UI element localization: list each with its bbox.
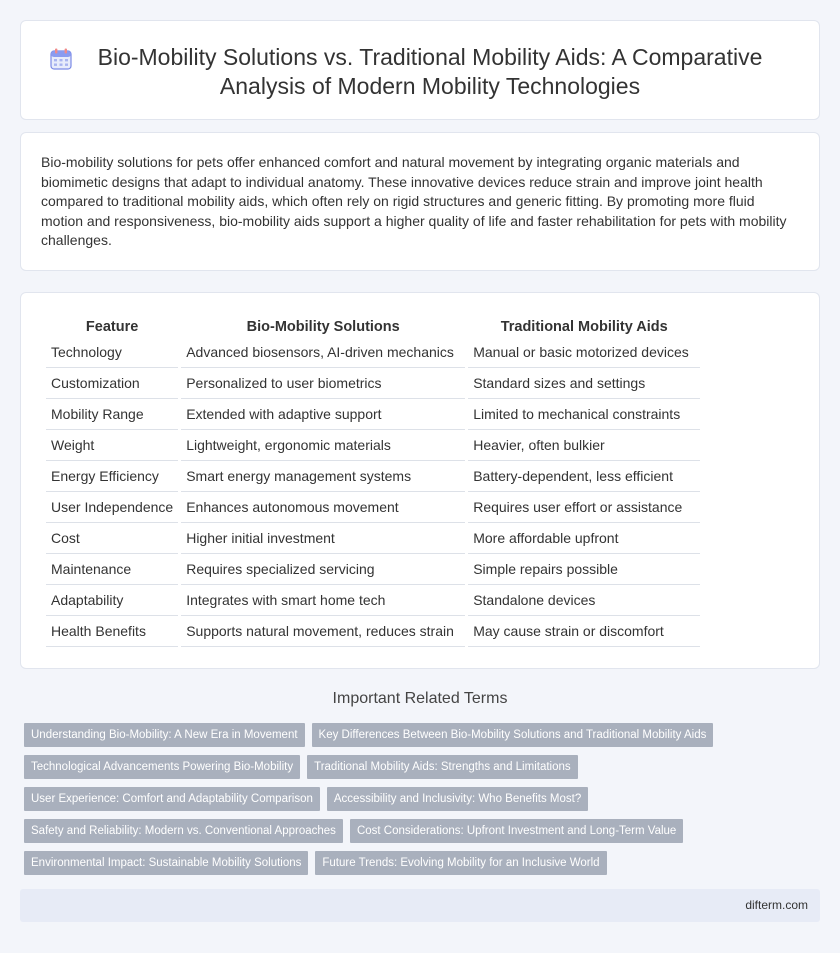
related-term-link[interactable]: Technological Advancements Powering Bio-Mobility	[24, 755, 300, 779]
related-term-link[interactable]: Traditional Mobility Aids: Strengths and Limitations	[307, 755, 578, 779]
footer	[20, 889, 820, 922]
feature-cell: Health Benefits	[46, 616, 178, 647]
table-row	[46, 430, 700, 461]
table-row	[46, 492, 700, 523]
related-term-link[interactable]: Safety and Reliability: Modern vs. Conventional Approaches	[24, 819, 343, 843]
feature-cell: Technology	[46, 337, 178, 368]
bio-cell: Supports natural movement, reduces strain	[181, 616, 465, 647]
header-feature: Feature	[85, 318, 139, 335]
header-traditional: Traditional Mobility Aids	[500, 318, 668, 335]
traditional-cell: Requires user effort or assistance	[468, 492, 700, 523]
footer-site-link[interactable]: difterm.com	[745, 898, 808, 912]
traditional-cell: Limited to mechanical constraints	[468, 399, 700, 430]
traditional-cell: Manual or basic motorized devices	[468, 337, 700, 368]
traditional-cell: More affordable upfront	[468, 523, 700, 554]
feature-cell: Mobility Range	[46, 399, 178, 430]
traditional-cell: Battery-dependent, less efficient	[468, 461, 700, 492]
bio-cell: Personalized to user biometrics	[181, 368, 465, 399]
feature-cell: Maintenance	[46, 554, 178, 585]
feature-cell: Energy Efficiency	[46, 461, 178, 492]
table-header-row	[46, 315, 700, 337]
related-term-link[interactable]: Future Trends: Evolving Mobility for an Inclusive World	[315, 851, 606, 875]
table-row	[46, 523, 700, 554]
bio-cell: Smart energy management systems	[181, 461, 465, 492]
bio-cell: Lightweight, ergonomic materials	[181, 430, 465, 461]
bio-cell: Enhances autonomous movement	[181, 492, 465, 523]
related-term-link[interactable]: Key Differences Between Bio-Mobility Solutions and Traditional Mobility Aids	[312, 723, 714, 747]
bio-cell: Higher initial investment	[181, 523, 465, 554]
related-term-link[interactable]: Understanding Bio-Mobility: A New Era in Movement	[24, 723, 305, 747]
summary-card	[20, 132, 820, 271]
bio-cell: Extended with adaptive support	[181, 399, 465, 430]
related-term-link[interactable]: Accessibility and Inclusivity: Who Benefits Most?	[327, 787, 588, 811]
table-row	[46, 554, 700, 585]
page-title: Bio-Mobility Solutions vs. Traditional Mobility Aids: A Comparative Analysis of Modern Mobility Technologies	[97, 44, 763, 99]
traditional-cell: Standalone devices	[468, 585, 700, 616]
related-terms-list	[24, 723, 804, 883]
related-terms-title: Important Related Terms	[332, 690, 508, 707]
traditional-cell: Simple repairs possible	[468, 554, 700, 585]
comparison-table	[43, 315, 703, 647]
table-row	[46, 616, 700, 647]
bio-cell: Requires specialized servicing	[181, 554, 465, 585]
feature-cell: User Independence	[46, 492, 178, 523]
traditional-cell: Heavier, often bulkier	[468, 430, 700, 461]
table-row	[46, 585, 700, 616]
related-term-link[interactable]: Cost Considerations: Upfront Investment and Long-Term Value	[350, 819, 683, 843]
feature-cell: Weight	[46, 430, 178, 461]
traditional-cell: Standard sizes and settings	[468, 368, 700, 399]
related-term-link[interactable]: User Experience: Comfort and Adaptability Comparison	[24, 787, 320, 811]
table-row	[46, 399, 700, 430]
traditional-cell: May cause strain or discomfort	[468, 616, 700, 647]
feature-cell: Cost	[46, 523, 178, 554]
feature-cell: Adaptability	[46, 585, 178, 616]
bio-cell: Advanced biosensors, AI-driven mechanics	[181, 337, 465, 368]
table-row	[46, 337, 700, 368]
header-bio-mobility: Bio-Mobility Solutions	[246, 318, 400, 335]
feature-cell: Customization	[46, 368, 178, 399]
table-row	[46, 368, 700, 399]
related-term-link[interactable]: Environmental Impact: Sustainable Mobility Solutions	[24, 851, 308, 875]
summary-text: Bio-mobility solutions for pets offer enhanced comfort and natural movement by integrating organic materials and biomimetic designs that adapt to individual anatomy. These innovative devices reduce strain and improve joint health compared to traditional mobility aids, which often rely on rigid structures and generic fitting. By promoting more fluid motion and responsiveness, bio-mobility aids support a higher quality of life and faster rehabilitation for pets with mobility challenges.	[41, 154, 787, 248]
comparison-card	[20, 292, 820, 669]
table-row	[46, 461, 700, 492]
header-card	[20, 20, 820, 120]
bio-cell: Integrates with smart home tech	[181, 585, 465, 616]
